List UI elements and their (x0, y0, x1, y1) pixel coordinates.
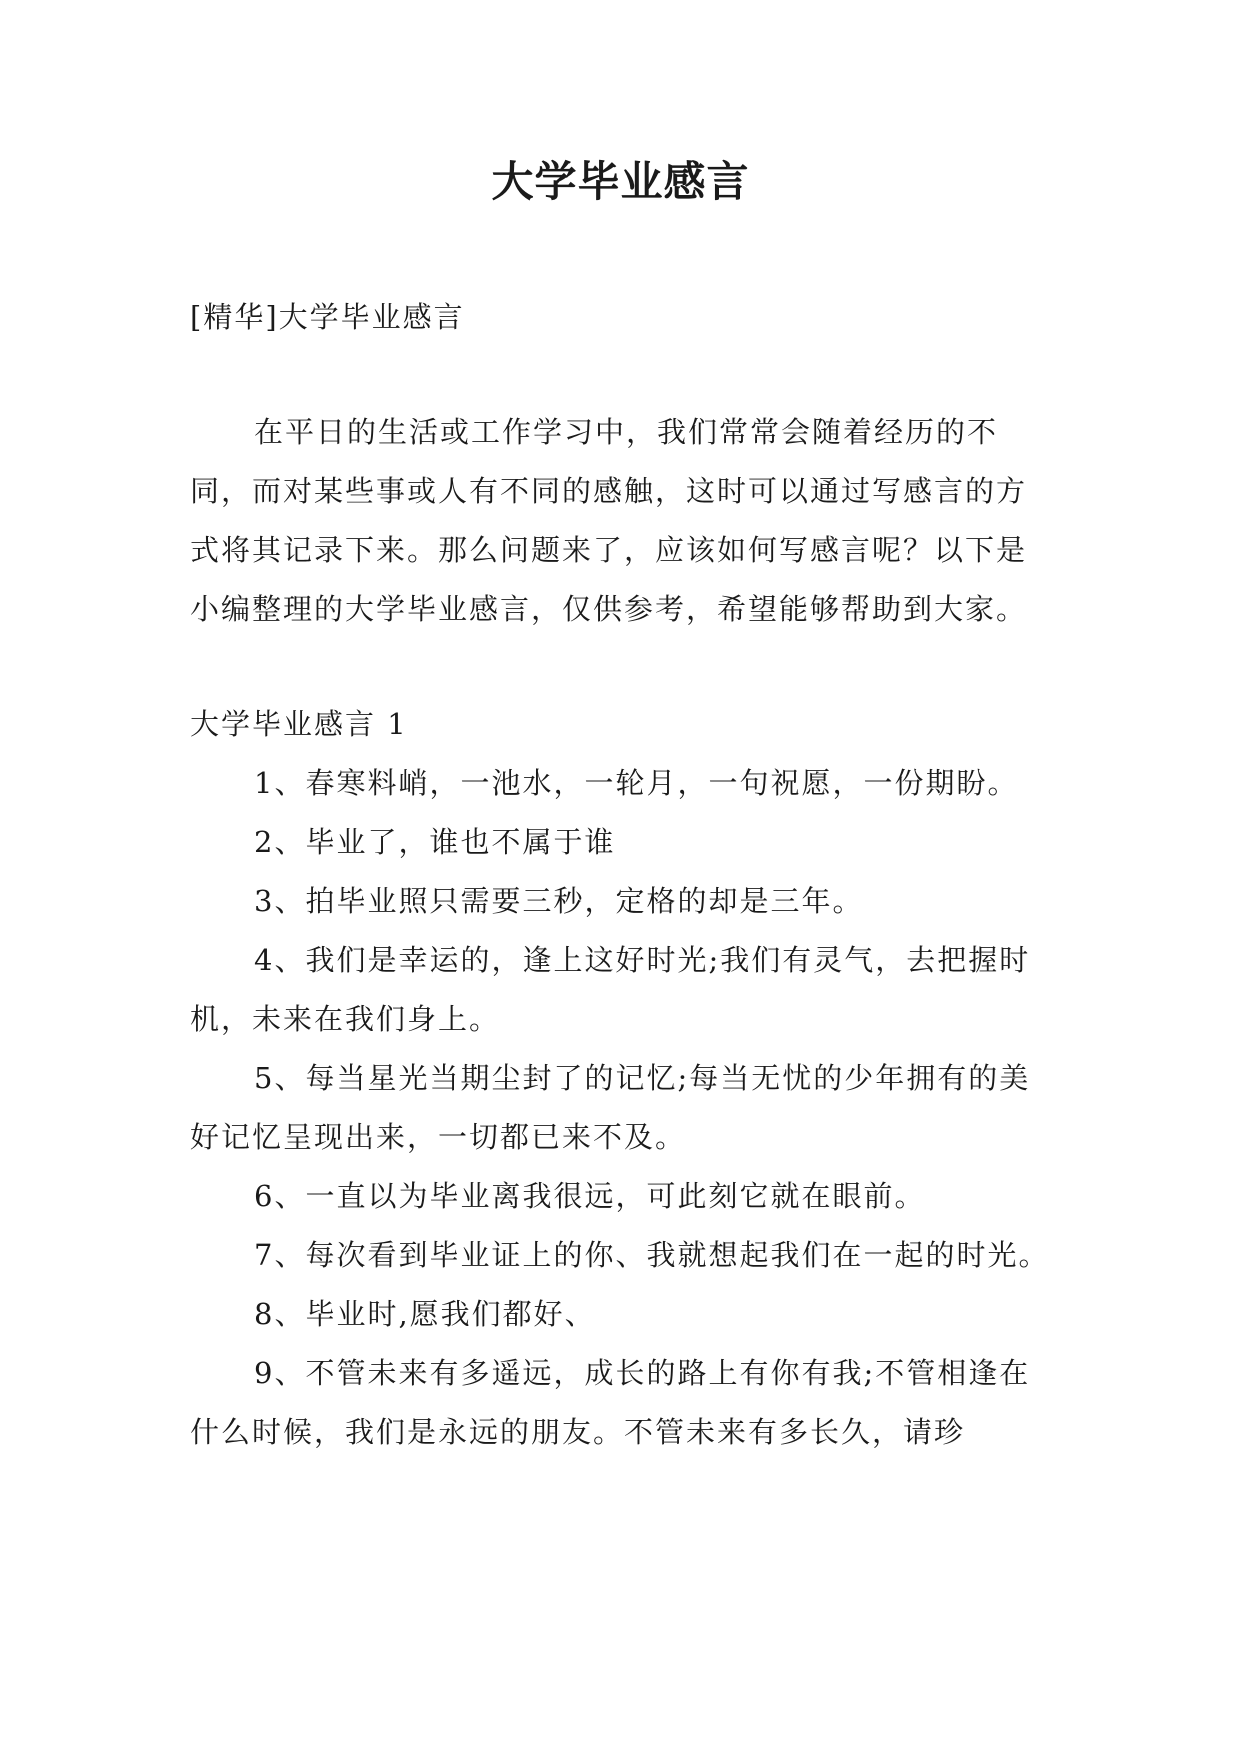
list-item: 6、一直以为毕业离我很远，可此刻它就在眼前。 (254, 1179, 926, 1213)
intro-paragraph: 在平日的生活或工作学习中，我们常常会随着经历的不同，而对某些事或人有不同的感触，这时可以通过写感言的方式将其记录下来。那么问题来了，应该如何写感言呢？以下是小编整理的大学毕业感言，仅供参考，希望能够帮助到大家。 (190, 415, 1028, 626)
list-item: 5、每当星光当期尘封了的记忆;每当无忧的少年拥有的美好记忆呈现出来，一切都已来不及。 (190, 1061, 1031, 1154)
list-item: 7、每次看到毕业证上的你、我就想起我们在一起的时光。 (254, 1238, 1050, 1272)
document-subtitle: [精华]大学毕业感言 (190, 300, 465, 334)
list-item: 9、不管未来有多遥远，成长的路上有你有我;不管相逢在什么时候，我们是永远的朋友。不管未来有多长久，请珍 (190, 1356, 1031, 1449)
section-heading: 大学毕业感言 1 (190, 707, 408, 741)
list-item: 1、春寒料峭，一池水，一轮月，一句祝愿，一份期盼。 (254, 766, 1019, 800)
list-item: 2、毕业了，谁也不属于谁 (254, 825, 616, 859)
list-item: 3、拍毕业照只需要三秒，定格的却是三年。 (254, 884, 864, 918)
document-body (190, 288, 1050, 1462)
list-item: 8、毕业时,愿我们都好、 (254, 1297, 596, 1331)
document-title: 大学毕业感言 (491, 157, 750, 206)
list-item: 4、我们是幸运的，逢上这好时光;我们有灵气，去把握时机，未来在我们身上。 (190, 943, 1031, 1036)
